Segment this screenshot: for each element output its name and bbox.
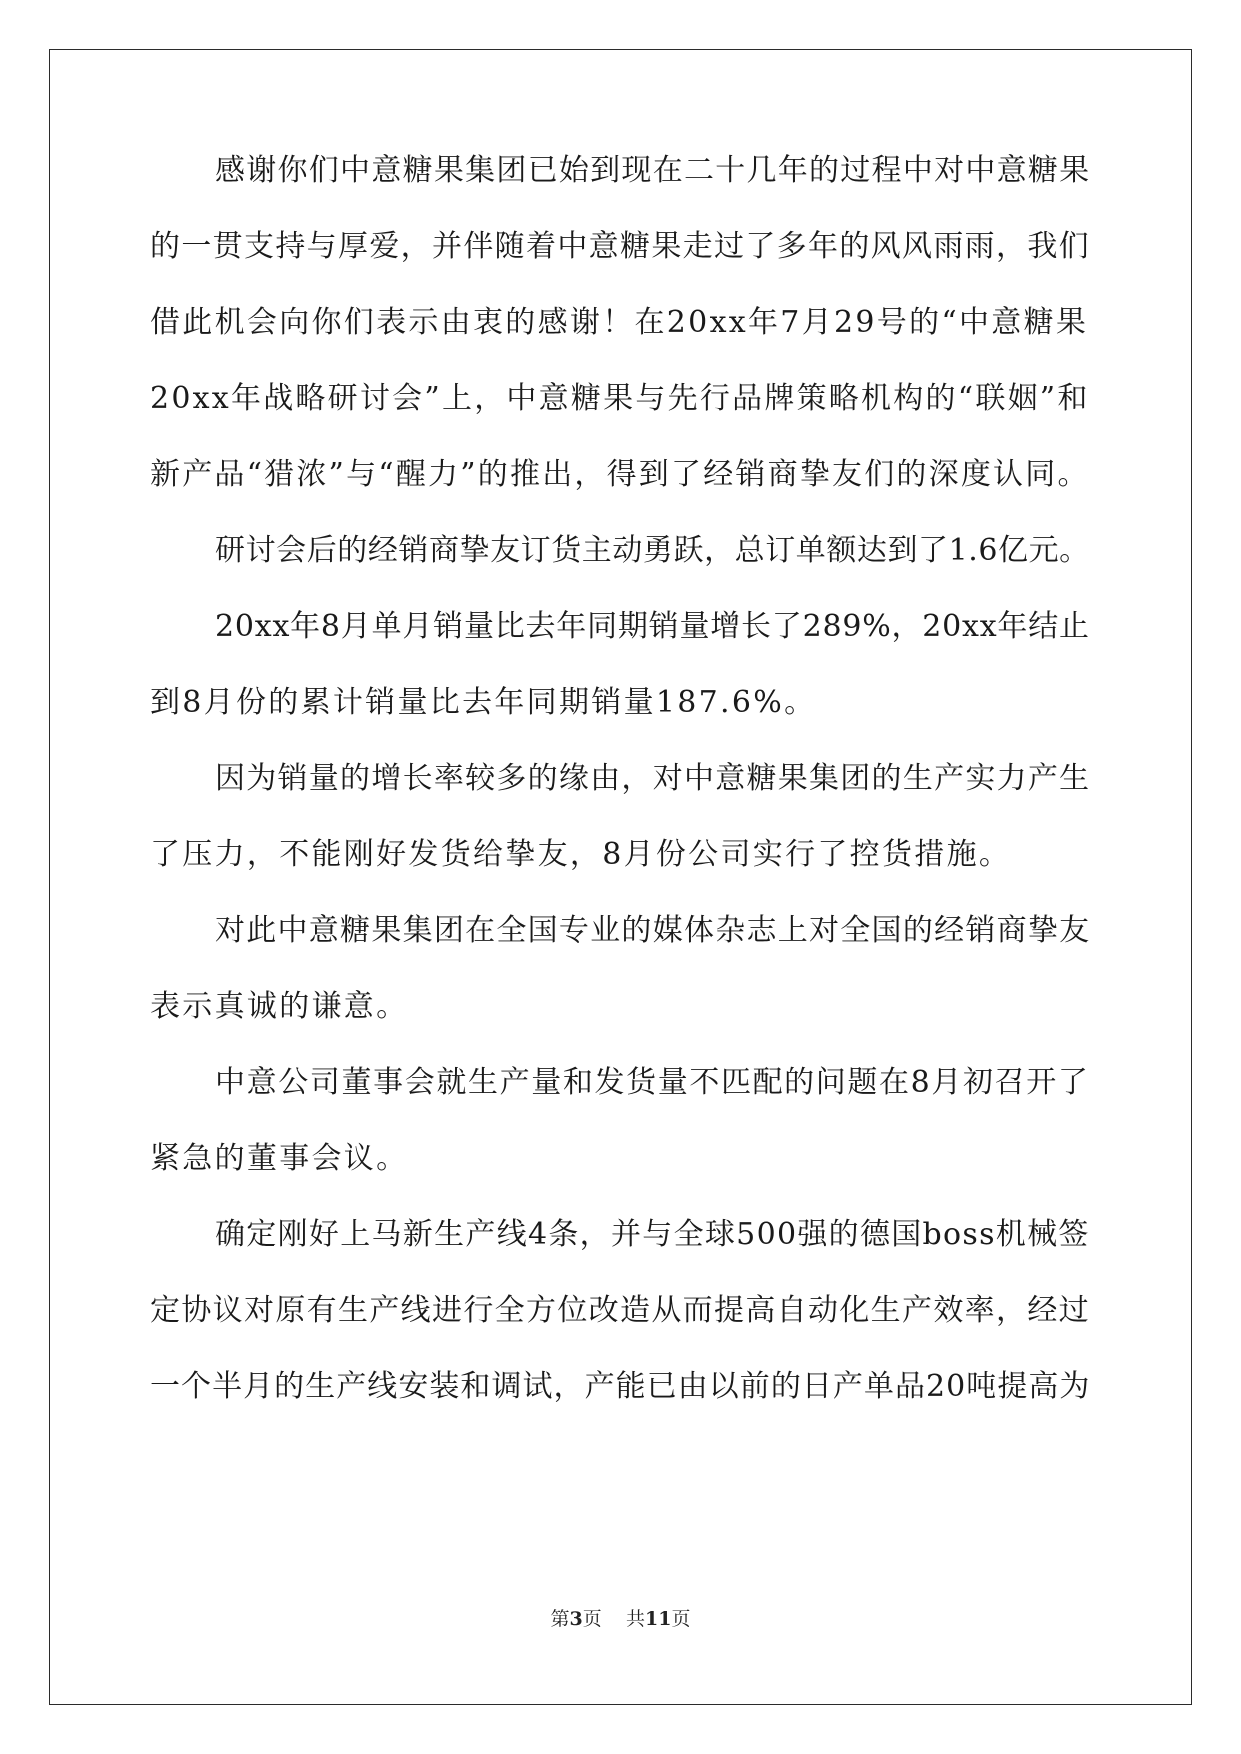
paragraph-1-line-5: 新产品“猎浓”与“醒力”的推出，得到了经销商挚友们的深度认同。	[150, 457, 1090, 492]
paragraph-4-line-2: 了压力，不能刚好发货给挚友，8月份公司实行了控货措施。	[150, 837, 1012, 872]
paragraph-1-line-1: 感谢你们中意糖果集团已始到现在二十几年的过程中对中意糖果	[215, 153, 1091, 188]
paragraph-3-line-2: 到8月份的累计销量比去年同期销量187.6%。	[150, 685, 817, 720]
footer-page-number: 3	[569, 1608, 583, 1630]
paragraph-4-line-1: 因为销量的增长率较多的缘由，对中意糖果集团的生产实力产生	[215, 761, 1091, 796]
paragraph-1-line-4: 20xx年战略研讨会”上，中意糖果与先行品牌策略机构的“联姻”和	[150, 381, 1090, 416]
paragraph-1-line-3: 借此机会向你们表示由衷的感谢！在20xx年7月29号的“中意糖果	[150, 305, 1089, 340]
paragraph-3-line-1: 20xx年8月单月销量比去年同期销量增长了289%，20xx年结止	[215, 609, 1090, 644]
paragraph-2-line-1: 研讨会后的经销商挚友订货主动勇跃，总订单额达到了1.6亿元。	[215, 533, 1090, 568]
footer-total-prefix: 共	[625, 1608, 645, 1630]
footer-total-pages: 11	[644, 1608, 672, 1630]
paragraph-6-line-2: 紧急的董事会议。	[150, 1141, 409, 1176]
paragraph-7-line-1: 确定刚好上马新生产线4条，并与全球500强的德国boss机械签	[215, 1217, 1090, 1252]
footer-total-suffix: 页	[671, 1608, 691, 1630]
paragraph-7-line-2: 定协议对原有生产线进行全方位改造从而提高自动化生产效率，经过	[150, 1293, 1090, 1328]
paragraph-1-line-2: 的一贯支持与厚爱，并伴随着中意糖果走过了多年的风风雨雨，我们	[150, 229, 1090, 264]
paragraph-5-line-2: 表示真诚的谦意。	[150, 989, 409, 1024]
page-border	[49, 49, 1192, 1705]
paragraph-6-line-1: 中意公司董事会就生产量和发货量不匹配的问题在8月初召开了	[215, 1065, 1090, 1100]
paragraph-7-line-3: 一个半月的生产线安装和调试，产能已由以前的日产单品20吨提高为	[150, 1369, 1091, 1404]
paragraph-5-line-1: 对此中意糖果集团在全国专业的媒体杂志上对全国的经销商挚友	[215, 913, 1091, 948]
footer-page-suffix: 页	[582, 1608, 602, 1630]
footer-page-prefix: 第	[550, 1608, 570, 1630]
page-footer	[0, 1607, 1241, 1631]
